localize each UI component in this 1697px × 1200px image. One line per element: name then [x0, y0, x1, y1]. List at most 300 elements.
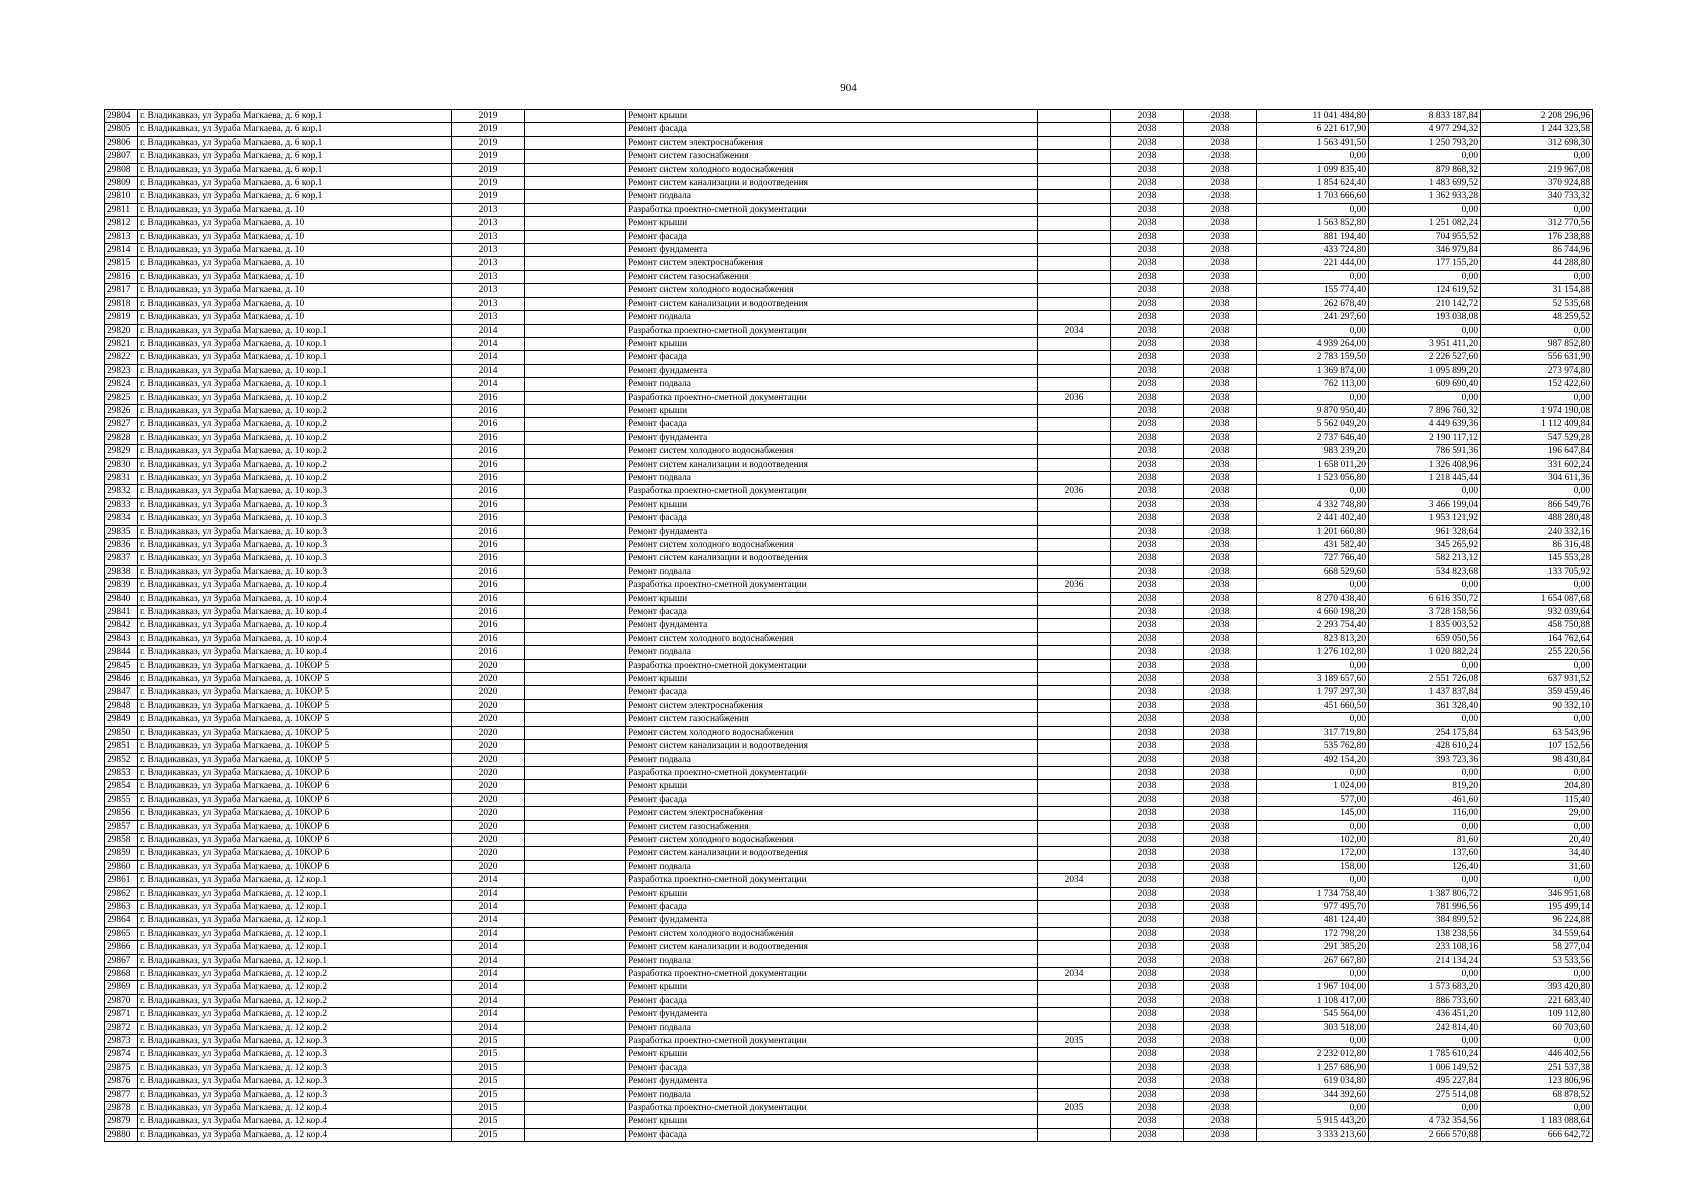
- plan-year-end-cell: 2038: [1184, 994, 1257, 1007]
- table-row: [105, 512, 1593, 525]
- work-type-cell: Ремонт подвала: [626, 646, 1038, 659]
- build-year-cell: 2014: [452, 1008, 525, 1021]
- table-row: [105, 337, 1593, 350]
- table-row: [105, 927, 1593, 940]
- table-row: [105, 244, 1593, 257]
- plan-year-start-cell: 2038: [1111, 552, 1184, 565]
- table-row: [105, 378, 1593, 391]
- address-cell: г. Владикавказ, ул Зураба Магкаева, д. 10 кор.4: [138, 579, 452, 592]
- address-cell: г. Владикавказ, ул Зураба Магкаева, д. 12 кор.3: [138, 1048, 452, 1061]
- plan-year-end-cell: 2038: [1184, 981, 1257, 994]
- fund-cost-cell: 124 619,52: [1369, 284, 1481, 297]
- plan-year-start-cell: 2038: [1111, 1075, 1184, 1088]
- address-cell: г. Владикавказ, ул Зураба Магкаева, д. 6 кор.1: [138, 123, 452, 136]
- design-year-cell: [1038, 311, 1111, 324]
- build-year-cell: 2020: [452, 766, 525, 779]
- fund-cost-cell: 495 227,84: [1369, 1075, 1481, 1088]
- blank-cell-cell: [525, 217, 626, 230]
- plan-year-end-cell: 2038: [1184, 378, 1257, 391]
- owner-cost-cell: 987 852,80: [1481, 337, 1593, 350]
- fund-cost-cell: 345 265,92: [1369, 539, 1481, 552]
- design-year-cell: [1038, 512, 1111, 525]
- plan-year-end-cell: 2038: [1184, 1102, 1257, 1115]
- blank-cell-cell: [525, 1075, 626, 1088]
- address-cell: г. Владикавказ, ул Зураба Магкаева, д. 10 кор.2: [138, 418, 452, 431]
- plan-year-end-cell: 2038: [1184, 123, 1257, 136]
- work-type-cell: Ремонт подвала: [626, 753, 1038, 766]
- work-type-cell: Разработка проектно-сметной документации: [626, 485, 1038, 498]
- row-id-cell: 29827: [105, 418, 138, 431]
- design-year-cell: [1038, 190, 1111, 203]
- plan-year-end-cell: 2038: [1184, 1035, 1257, 1048]
- address-cell: г. Владикавказ, ул Зураба Магкаева, д. 12 кор.3: [138, 1035, 452, 1048]
- fund-cost-cell: 0,00: [1369, 485, 1481, 498]
- blank-cell-cell: [525, 592, 626, 605]
- plan-year-end-cell: 2038: [1184, 190, 1257, 203]
- blank-cell-cell: [525, 807, 626, 820]
- plan-year-start-cell: 2038: [1111, 968, 1184, 981]
- fund-cost-cell: 0,00: [1369, 874, 1481, 887]
- design-year-cell: [1038, 927, 1111, 940]
- design-year-cell: [1038, 378, 1111, 391]
- total-cost-cell: 0,00: [1257, 820, 1369, 833]
- table-row: [105, 203, 1593, 216]
- table-row: [105, 1021, 1593, 1034]
- fund-cost-cell: 193 038,08: [1369, 311, 1481, 324]
- fund-cost-cell: 393 723,36: [1369, 753, 1481, 766]
- blank-cell-cell: [525, 297, 626, 310]
- fund-cost-cell: 346 979,84: [1369, 244, 1481, 257]
- capital-repair-table: [104, 109, 1593, 1142]
- design-year-cell: [1038, 297, 1111, 310]
- address-cell: г. Владикавказ, ул Зураба Магкаева, д. 10 кор.1: [138, 351, 452, 364]
- table-row: [105, 753, 1593, 766]
- owner-cost-cell: 0,00: [1481, 713, 1593, 726]
- build-year-cell: 2013: [452, 284, 525, 297]
- build-year-cell: 2014: [452, 874, 525, 887]
- plan-year-start-cell: 2038: [1111, 136, 1184, 149]
- work-type-cell: Ремонт систем холодного водоснабжения: [626, 445, 1038, 458]
- design-year-cell: [1038, 364, 1111, 377]
- total-cost-cell: 0,00: [1257, 766, 1369, 779]
- plan-year-start-cell: 2038: [1111, 404, 1184, 417]
- plan-year-start-cell: 2038: [1111, 270, 1184, 283]
- total-cost-cell: 241 297,60: [1257, 311, 1369, 324]
- plan-year-start-cell: 2038: [1111, 914, 1184, 927]
- build-year-cell: 2020: [452, 833, 525, 846]
- owner-cost-cell: 152 422,60: [1481, 378, 1593, 391]
- total-cost-cell: 2 737 646,40: [1257, 431, 1369, 444]
- blank-cell-cell: [525, 1021, 626, 1034]
- address-cell: г. Владикавказ, ул Зураба Магкаева, д. 10 кор.2: [138, 431, 452, 444]
- fund-cost-cell: 0,00: [1369, 203, 1481, 216]
- plan-year-start-cell: 2038: [1111, 632, 1184, 645]
- build-year-cell: 2016: [452, 606, 525, 619]
- design-year-cell: [1038, 713, 1111, 726]
- plan-year-start-cell: 2038: [1111, 1088, 1184, 1101]
- design-year-cell: [1038, 780, 1111, 793]
- table-row: [105, 230, 1593, 243]
- row-id-cell: 29871: [105, 1008, 138, 1021]
- plan-year-end-cell: 2038: [1184, 659, 1257, 672]
- fund-cost-cell: 0,00: [1369, 391, 1481, 404]
- address-cell: г. Владикавказ, ул Зураба Магкаева, д. 12 кор.2: [138, 968, 452, 981]
- blank-cell-cell: [525, 1128, 626, 1141]
- design-year-cell: [1038, 954, 1111, 967]
- blank-cell-cell: [525, 512, 626, 525]
- total-cost-cell: 0,00: [1257, 391, 1369, 404]
- plan-year-end-cell: 2038: [1184, 579, 1257, 592]
- row-id-cell: 29862: [105, 887, 138, 900]
- design-year-cell: [1038, 699, 1111, 712]
- plan-year-start-cell: 2038: [1111, 726, 1184, 739]
- design-year-cell: [1038, 1061, 1111, 1074]
- address-cell: г. Владикавказ, ул Зураба Магкаева, д. 10 кор.2: [138, 404, 452, 417]
- address-cell: г. Владикавказ, ул Зураба Магкаева, д. 10 кор.3: [138, 498, 452, 511]
- build-year-cell: 2014: [452, 351, 525, 364]
- owner-cost-cell: 29,00: [1481, 807, 1593, 820]
- design-year-cell: [1038, 203, 1111, 216]
- table-row: [105, 1102, 1593, 1115]
- owner-cost-cell: 458 750,88: [1481, 619, 1593, 632]
- total-cost-cell: 983 239,20: [1257, 445, 1369, 458]
- fund-cost-cell: 0,00: [1369, 820, 1481, 833]
- plan-year-start-cell: 2038: [1111, 123, 1184, 136]
- plan-year-end-cell: 2038: [1184, 270, 1257, 283]
- build-year-cell: 2019: [452, 163, 525, 176]
- blank-cell-cell: [525, 847, 626, 860]
- address-cell: г. Владикавказ, ул Зураба Магкаева, д. 10: [138, 217, 452, 230]
- plan-year-start-cell: 2038: [1111, 860, 1184, 873]
- plan-year-start-cell: 2038: [1111, 337, 1184, 350]
- address-cell: г. Владикавказ, ул Зураба Магкаева, д. 10 кор.1: [138, 364, 452, 377]
- blank-cell-cell: [525, 136, 626, 149]
- plan-year-start-cell: 2038: [1111, 713, 1184, 726]
- build-year-cell: 2019: [452, 190, 525, 203]
- plan-year-start-cell: 2038: [1111, 619, 1184, 632]
- row-id-cell: 29857: [105, 820, 138, 833]
- build-year-cell: 2020: [452, 699, 525, 712]
- work-type-cell: Ремонт систем электроснабжения: [626, 257, 1038, 270]
- blank-cell-cell: [525, 726, 626, 739]
- build-year-cell: 2016: [452, 565, 525, 578]
- design-year-cell: [1038, 163, 1111, 176]
- row-id-cell: 29878: [105, 1102, 138, 1115]
- plan-year-end-cell: 2038: [1184, 632, 1257, 645]
- design-year-cell: [1038, 592, 1111, 605]
- work-type-cell: Ремонт систем холодного водоснабжения: [626, 539, 1038, 552]
- table-row: [105, 351, 1593, 364]
- address-cell: г. Владикавказ, ул Зураба Магкаева, д. 6 кор.1: [138, 190, 452, 203]
- fund-cost-cell: 1 387 806,72: [1369, 887, 1481, 900]
- owner-cost-cell: 0,00: [1481, 659, 1593, 672]
- row-id-cell: 29841: [105, 606, 138, 619]
- blank-cell-cell: [525, 150, 626, 163]
- address-cell: г. Владикавказ, ул Зураба Магкаева, д. 10 кор.2: [138, 458, 452, 471]
- address-cell: г. Владикавказ, ул Зураба Магкаева, д. 10: [138, 203, 452, 216]
- plan-year-start-cell: 2038: [1111, 941, 1184, 954]
- plan-year-start-cell: 2038: [1111, 793, 1184, 806]
- build-year-cell: 2014: [452, 994, 525, 1007]
- work-type-cell: Ремонт систем холодного водоснабжения: [626, 163, 1038, 176]
- row-id-cell: 29810: [105, 190, 138, 203]
- address-cell: г. Владикавказ, ул Зураба Магкаева, д. 10 кор.4: [138, 632, 452, 645]
- build-year-cell: 2016: [452, 646, 525, 659]
- build-year-cell: 2013: [452, 270, 525, 283]
- row-id-cell: 29826: [105, 404, 138, 417]
- design-year-cell: [1038, 284, 1111, 297]
- address-cell: г. Владикавказ, ул Зураба Магкаева, д. 6 кор.1: [138, 110, 452, 123]
- address-cell: г. Владикавказ, ул Зураба Магкаева, д. 10КОР 6: [138, 860, 452, 873]
- blank-cell-cell: [525, 391, 626, 404]
- work-type-cell: Ремонт подвала: [626, 378, 1038, 391]
- plan-year-start-cell: 2038: [1111, 565, 1184, 578]
- plan-year-start-cell: 2038: [1111, 954, 1184, 967]
- fund-cost-cell: 609 690,40: [1369, 378, 1481, 391]
- plan-year-end-cell: 2038: [1184, 606, 1257, 619]
- fund-cost-cell: 2 551 726,08: [1369, 673, 1481, 686]
- table-row: [105, 1128, 1593, 1141]
- total-cost-cell: 1 257 686,90: [1257, 1061, 1369, 1074]
- design-year-cell: [1038, 498, 1111, 511]
- blank-cell-cell: [525, 780, 626, 793]
- design-year-cell: [1038, 552, 1111, 565]
- plan-year-end-cell: 2038: [1184, 485, 1257, 498]
- build-year-cell: 2014: [452, 927, 525, 940]
- table-row: [105, 673, 1593, 686]
- plan-year-end-cell: 2038: [1184, 565, 1257, 578]
- address-cell: г. Владикавказ, ул Зураба Магкаева, д. 10: [138, 311, 452, 324]
- work-type-cell: Ремонт крыши: [626, 887, 1038, 900]
- design-year-cell: [1038, 766, 1111, 779]
- design-year-cell: [1038, 1115, 1111, 1128]
- total-cost-cell: 0,00: [1257, 1102, 1369, 1115]
- fund-cost-cell: 428 610,24: [1369, 740, 1481, 753]
- plan-year-end-cell: 2038: [1184, 820, 1257, 833]
- total-cost-cell: 3 189 657,60: [1257, 673, 1369, 686]
- work-type-cell: Ремонт фасада: [626, 606, 1038, 619]
- row-id-cell: 29846: [105, 673, 138, 686]
- plan-year-start-cell: 2038: [1111, 606, 1184, 619]
- design-year-cell: 2034: [1038, 874, 1111, 887]
- table-row: [105, 740, 1593, 753]
- address-cell: г. Владикавказ, ул Зураба Магкаева, д. 10 кор.1: [138, 378, 452, 391]
- blank-cell-cell: [525, 740, 626, 753]
- total-cost-cell: 0,00: [1257, 968, 1369, 981]
- total-cost-cell: 155 774,40: [1257, 284, 1369, 297]
- work-type-cell: Ремонт фасада: [626, 686, 1038, 699]
- plan-year-start-cell: 2038: [1111, 203, 1184, 216]
- owner-cost-cell: 221 683,40: [1481, 994, 1593, 1007]
- design-year-cell: [1038, 820, 1111, 833]
- owner-cost-cell: 0,00: [1481, 1035, 1593, 1048]
- fund-cost-cell: 461,60: [1369, 793, 1481, 806]
- build-year-cell: 2016: [452, 471, 525, 484]
- row-id-cell: 29842: [105, 619, 138, 632]
- total-cost-cell: 1 734 758,40: [1257, 887, 1369, 900]
- total-cost-cell: 1 369 874,00: [1257, 364, 1369, 377]
- blank-cell-cell: [525, 311, 626, 324]
- blank-cell-cell: [525, 874, 626, 887]
- blank-cell-cell: [525, 968, 626, 981]
- design-year-cell: [1038, 270, 1111, 283]
- fund-cost-cell: 886 733,60: [1369, 994, 1481, 1007]
- plan-year-end-cell: 2038: [1184, 418, 1257, 431]
- address-cell: г. Владикавказ, ул Зураба Магкаева, д. 10 кор.4: [138, 606, 452, 619]
- blank-cell-cell: [525, 364, 626, 377]
- table-row: [105, 539, 1593, 552]
- plan-year-end-cell: 2038: [1184, 552, 1257, 565]
- total-cost-cell: 4 939 264,00: [1257, 337, 1369, 350]
- row-id-cell: 29804: [105, 110, 138, 123]
- plan-year-end-cell: 2038: [1184, 619, 1257, 632]
- work-type-cell: Ремонт крыши: [626, 110, 1038, 123]
- plan-year-end-cell: 2038: [1184, 284, 1257, 297]
- blank-cell-cell: [525, 954, 626, 967]
- row-id-cell: 29843: [105, 632, 138, 645]
- fund-cost-cell: 275 514,08: [1369, 1088, 1481, 1101]
- owner-cost-cell: 86 744,96: [1481, 244, 1593, 257]
- blank-cell-cell: [525, 284, 626, 297]
- total-cost-cell: 668 529,60: [1257, 565, 1369, 578]
- design-year-cell: [1038, 404, 1111, 417]
- build-year-cell: 2014: [452, 887, 525, 900]
- work-type-cell: Ремонт фасада: [626, 1061, 1038, 1074]
- fund-cost-cell: 126,40: [1369, 860, 1481, 873]
- row-id-cell: 29848: [105, 699, 138, 712]
- total-cost-cell: 977 495,70: [1257, 900, 1369, 913]
- address-cell: г. Владикавказ, ул Зураба Магкаева, д. 10 кор.3: [138, 525, 452, 538]
- design-year-cell: 2035: [1038, 1035, 1111, 1048]
- address-cell: г. Владикавказ, ул Зураба Магкаева, д. 10КОР 6: [138, 847, 452, 860]
- blank-cell-cell: [525, 1088, 626, 1101]
- table-row: [105, 968, 1593, 981]
- work-type-cell: Ремонт крыши: [626, 498, 1038, 511]
- owner-cost-cell: 195 499,14: [1481, 900, 1593, 913]
- plan-year-start-cell: 2038: [1111, 740, 1184, 753]
- design-year-cell: [1038, 646, 1111, 659]
- fund-cost-cell: 254 175,84: [1369, 726, 1481, 739]
- address-cell: г. Владикавказ, ул Зураба Магкаева, д. 10: [138, 244, 452, 257]
- address-cell: г. Владикавказ, ул Зураба Магкаева, д. 10 кор.4: [138, 619, 452, 632]
- row-id-cell: 29828: [105, 431, 138, 444]
- plan-year-end-cell: 2038: [1184, 847, 1257, 860]
- plan-year-start-cell: 2038: [1111, 1021, 1184, 1034]
- blank-cell-cell: [525, 431, 626, 444]
- design-year-cell: [1038, 244, 1111, 257]
- row-id-cell: 29832: [105, 485, 138, 498]
- blank-cell-cell: [525, 900, 626, 913]
- table-row: [105, 217, 1593, 230]
- fund-cost-cell: 1 785 610,24: [1369, 1048, 1481, 1061]
- plan-year-end-cell: 2038: [1184, 110, 1257, 123]
- total-cost-cell: 1 108 417,00: [1257, 994, 1369, 1007]
- work-type-cell: Ремонт подвала: [626, 190, 1038, 203]
- build-year-cell: 2014: [452, 914, 525, 927]
- plan-year-start-cell: 2038: [1111, 284, 1184, 297]
- plan-year-start-cell: 2038: [1111, 780, 1184, 793]
- design-year-cell: [1038, 673, 1111, 686]
- total-cost-cell: 1 797 297,30: [1257, 686, 1369, 699]
- row-id-cell: 29824: [105, 378, 138, 391]
- plan-year-start-cell: 2038: [1111, 646, 1184, 659]
- row-id-cell: 29808: [105, 163, 138, 176]
- address-cell: г. Владикавказ, ул Зураба Магкаева, д. 10КОР 6: [138, 766, 452, 779]
- row-id-cell: 29840: [105, 592, 138, 605]
- blank-cell-cell: [525, 659, 626, 672]
- build-year-cell: 2019: [452, 123, 525, 136]
- row-id-cell: 29866: [105, 941, 138, 954]
- build-year-cell: 2020: [452, 860, 525, 873]
- plan-year-end-cell: 2038: [1184, 163, 1257, 176]
- fund-cost-cell: 1 953 121,92: [1369, 512, 1481, 525]
- work-type-cell: Ремонт подвала: [626, 311, 1038, 324]
- total-cost-cell: 3 333 213,60: [1257, 1128, 1369, 1141]
- address-cell: г. Владикавказ, ул Зураба Магкаева, д. 12 кор.1: [138, 914, 452, 927]
- owner-cost-cell: 34 559,64: [1481, 927, 1593, 940]
- owner-cost-cell: 63 543,96: [1481, 726, 1593, 739]
- work-type-cell: Ремонт крыши: [626, 592, 1038, 605]
- plan-year-end-cell: 2038: [1184, 498, 1257, 511]
- design-year-cell: [1038, 833, 1111, 846]
- table-row: [105, 311, 1593, 324]
- owner-cost-cell: 90 332,10: [1481, 699, 1593, 712]
- row-id-cell: 29869: [105, 981, 138, 994]
- row-id-cell: 29879: [105, 1115, 138, 1128]
- blank-cell-cell: [525, 458, 626, 471]
- owner-cost-cell: 196 647,84: [1481, 445, 1593, 458]
- table-row: [105, 579, 1593, 592]
- row-id-cell: 29819: [105, 311, 138, 324]
- plan-year-start-cell: 2038: [1111, 458, 1184, 471]
- plan-year-start-cell: 2038: [1111, 981, 1184, 994]
- blank-cell-cell: [525, 646, 626, 659]
- plan-year-end-cell: 2038: [1184, 230, 1257, 243]
- plan-year-end-cell: 2038: [1184, 713, 1257, 726]
- table-row: [105, 565, 1593, 578]
- address-cell: г. Владикавказ, ул Зураба Магкаева, д. 12 кор.3: [138, 1088, 452, 1101]
- design-year-cell: [1038, 217, 1111, 230]
- row-id-cell: 29830: [105, 458, 138, 471]
- address-cell: г. Владикавказ, ул Зураба Магкаева, д. 10КОР 5: [138, 673, 452, 686]
- design-year-cell: [1038, 351, 1111, 364]
- design-year-cell: 2034: [1038, 968, 1111, 981]
- plan-year-start-cell: 2038: [1111, 311, 1184, 324]
- address-cell: г. Владикавказ, ул Зураба Магкаева, д. 10 кор.3: [138, 485, 452, 498]
- address-cell: г. Владикавказ, ул Зураба Магкаева, д. 10 кор.3: [138, 552, 452, 565]
- build-year-cell: 2016: [452, 632, 525, 645]
- address-cell: г. Владикавказ, ул Зураба Магкаева, д. 10: [138, 270, 452, 283]
- blank-cell-cell: [525, 404, 626, 417]
- work-type-cell: Ремонт систем канализации и водоотведения: [626, 941, 1038, 954]
- design-year-cell: [1038, 1088, 1111, 1101]
- owner-cost-cell: 20,40: [1481, 833, 1593, 846]
- build-year-cell: 2014: [452, 900, 525, 913]
- plan-year-end-cell: 2038: [1184, 673, 1257, 686]
- plan-year-start-cell: 2038: [1111, 1035, 1184, 1048]
- row-id-cell: 29838: [105, 565, 138, 578]
- work-type-cell: Ремонт фундамента: [626, 1075, 1038, 1088]
- fund-cost-cell: 6 616 350,72: [1369, 592, 1481, 605]
- owner-cost-cell: 0,00: [1481, 203, 1593, 216]
- work-type-cell: Ремонт крыши: [626, 404, 1038, 417]
- owner-cost-cell: 547 529,28: [1481, 431, 1593, 444]
- plan-year-end-cell: 2038: [1184, 900, 1257, 913]
- work-type-cell: Ремонт систем холодного водоснабжения: [626, 927, 1038, 940]
- row-id-cell: 29839: [105, 579, 138, 592]
- address-cell: г. Владикавказ, ул Зураба Магкаева, д. 10КОР 5: [138, 686, 452, 699]
- row-id-cell: 29809: [105, 177, 138, 190]
